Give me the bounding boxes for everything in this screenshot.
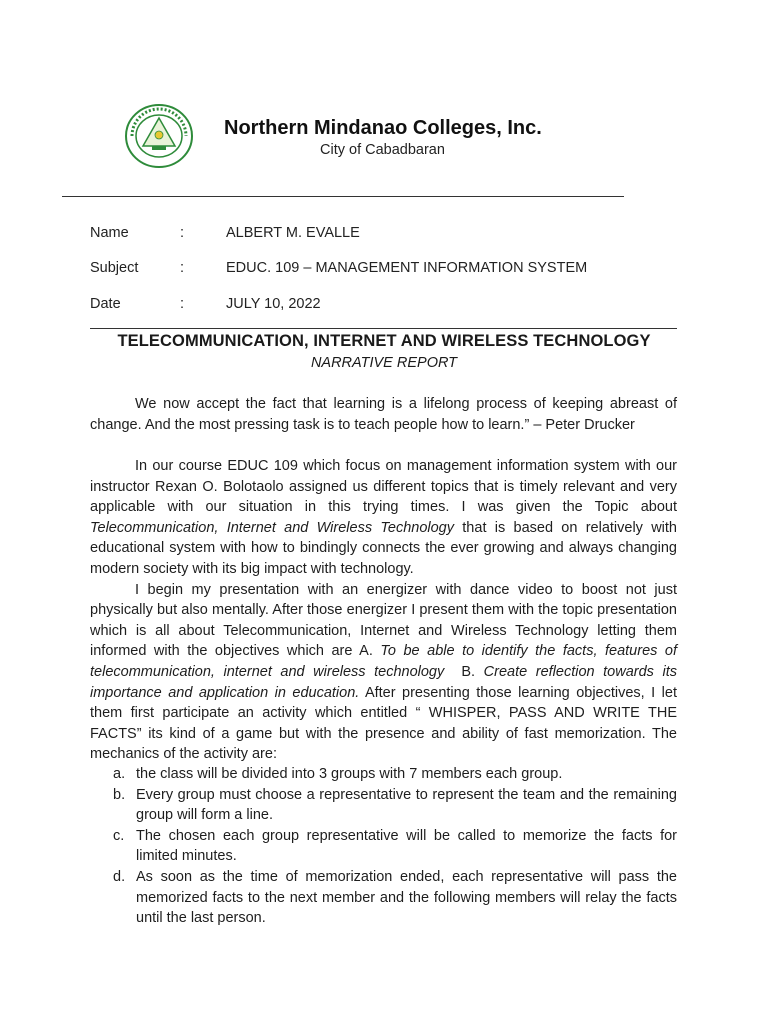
- list-item: [113, 764, 677, 785]
- info-divider: [90, 328, 677, 329]
- name-value: ALBERT M. EVALLE: [226, 225, 360, 241]
- name-colon: :: [180, 225, 185, 241]
- list-item-text: As soon as the time of memorization ended, each representative will pass the memorized facts to the next member and the following members will relay the facts until the last person.: [136, 868, 677, 927]
- date-colon: :: [180, 296, 185, 312]
- paragraph-course-text-a: In our course EDUC 109 which focus on management information system with our instructor Rexan O. Bolotaolo assigned us different topics that is timely relevant and very applicable with our situation in this trying times. I was given the Topic about: [90, 458, 677, 516]
- paragraph-presentation-text-c: B.: [444, 663, 484, 680]
- list-marker: b.: [113, 786, 126, 803]
- paragraph-course-topic: Telecommunication, Internet and Wireless Technology: [90, 519, 454, 536]
- paragraph-presentation-text-a: I begin my presentation with an energizer with dance video to boost not just physically but also mentally. After those energizer I present them with the topic presentation which is all about Telecommunication, Internet and Wireless Technology letting them informed with the objectives which are A.: [90, 581, 677, 660]
- list-item: [113, 785, 677, 826]
- list-item: [113, 826, 677, 867]
- subject-value: EDUC. 109 – MANAGEMENT INFORMATION SYSTEM: [226, 260, 588, 276]
- subject-label: Subject: [90, 260, 139, 276]
- college-seal-logo: [124, 104, 194, 168]
- list-item-text: the class will be divided into 3 groups with 7 members each group.: [136, 766, 563, 782]
- list-item-text: The chosen each group representative will be called to memorize the facts for limited minutes.: [136, 827, 677, 865]
- paragraph-course: [90, 456, 677, 580]
- date-value: JULY 10, 2022: [226, 296, 321, 312]
- header-divider: [62, 196, 624, 197]
- list-marker: d.: [113, 868, 126, 885]
- list-marker: c.: [113, 827, 125, 844]
- school-name: Northern Mindanao Colleges, Inc.: [224, 117, 542, 139]
- report-subtitle: NARRATIVE REPORT: [310, 355, 458, 371]
- list-item: [113, 867, 677, 929]
- list-item-text: Every group must choose a representative to represent the team and the remaining group will form a line.: [136, 786, 677, 824]
- paragraph-presentation-text-e: After presenting those learning objectives, I let them first participate an activity which entitled “ WHISPER, PASS AND WRITE THE FACTS” its kind of a game but with the presence and ability of fast memorization. The mechanics of the activity are:: [90, 684, 677, 763]
- quote-text: We now accept the fact that learning is a lifelong process of keeping abreast of change. And the most pressing task is to teach people how to learn.” – Peter Drucker: [90, 396, 677, 433]
- paragraph-presentation: [90, 580, 677, 765]
- school-city: City of Cabadbaran: [320, 142, 445, 158]
- narrative-body: [90, 456, 677, 765]
- objective-a-text: To be able to identify the facts, features of telecommunication, internet and wireless technology: [90, 643, 677, 680]
- quote-paragraph: [90, 394, 677, 435]
- report-title: TELECOMMUNICATION, INTERNET AND WIRELESS TECHNOLOGY: [117, 332, 651, 350]
- name-label: Name: [90, 225, 129, 241]
- paragraph-course-text-c: that is based on relatively with educational system with how to bindingly connects the ever growing and always changing modern society with its big impact with technology.: [90, 519, 677, 577]
- objective-b-text: Create reflection towards its importance and application in education.: [90, 663, 677, 701]
- list-marker: a.: [113, 766, 126, 782]
- mechanics-list: [113, 764, 677, 929]
- subject-colon: :: [180, 260, 185, 276]
- date-label: Date: [90, 296, 121, 312]
